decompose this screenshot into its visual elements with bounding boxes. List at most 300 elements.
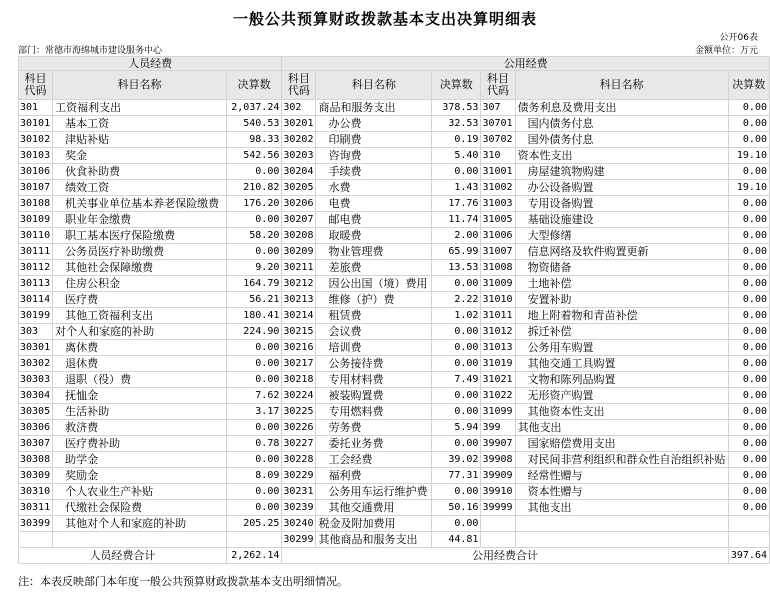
cell-amount: 164.79 xyxy=(226,276,282,292)
table-row xyxy=(19,132,770,148)
unit-label: 金额单位：万元 xyxy=(694,46,758,56)
code-header: 科目代码 xyxy=(282,71,316,100)
cell-name: 劳务费 xyxy=(316,420,432,436)
cell-name: 离休费 xyxy=(53,340,227,356)
table-row xyxy=(19,164,770,180)
cell-code: 31003 xyxy=(481,196,515,212)
table-row xyxy=(19,276,770,292)
cell-code: 30213 xyxy=(282,292,316,308)
cell-amount: 0.00 xyxy=(728,132,769,148)
cell-code: 30702 xyxy=(481,132,515,148)
cell-amount: 7.49 xyxy=(432,372,481,388)
expenditure-table xyxy=(18,56,770,564)
name-header: 科目名称 xyxy=(316,71,432,100)
cell-name: 资本性支出 xyxy=(515,148,728,164)
cell-name: 其他交通工具购置 xyxy=(515,356,728,372)
cell-amount: 0.00 xyxy=(226,164,282,180)
cell-code: 31005 xyxy=(481,212,515,228)
cell-code: 30229 xyxy=(282,468,316,484)
code-header: 科目代码 xyxy=(481,71,515,100)
table-code: 公开06表 xyxy=(719,33,758,43)
table-row xyxy=(19,356,770,372)
cell-name: 代缴社会保险费 xyxy=(53,500,227,516)
cell-amount: 0.19 xyxy=(432,132,481,148)
cell-code: 30201 xyxy=(282,116,316,132)
cell-code: 30311 xyxy=(19,500,53,516)
cell-amount: 0.00 xyxy=(432,516,481,532)
page-title: 一般公共预算财政拨款基本支出决算明细表 xyxy=(232,10,537,28)
cell-code: 30108 xyxy=(19,196,53,212)
cell-code: 30111 xyxy=(19,244,53,260)
cell-amount: 58.20 xyxy=(226,228,282,244)
cell-code: 307 xyxy=(481,100,515,116)
cell-code: 30225 xyxy=(282,404,316,420)
cell-amount: 0.00 xyxy=(728,452,769,468)
cell-amount: 1.43 xyxy=(432,180,481,196)
cell-amount: 50.16 xyxy=(432,500,481,516)
cell-name: 生活补助 xyxy=(53,404,227,420)
cell-amount: 0.00 xyxy=(728,436,769,452)
cell-code: 30231 xyxy=(282,484,316,500)
cell-code: 31019 xyxy=(481,356,515,372)
cell-name: 电费 xyxy=(316,196,432,212)
cell-amount: 32.53 xyxy=(432,116,481,132)
cell-code: 30302 xyxy=(19,356,53,372)
cell-amount: 0.00 xyxy=(728,228,769,244)
cell-code: 30306 xyxy=(19,420,53,436)
cell-code: 302 xyxy=(282,100,316,116)
cell-amount: 0.00 xyxy=(226,212,282,228)
cell-name: 无形资产购置 xyxy=(515,388,728,404)
public-total-label: 公用经费合计 xyxy=(282,548,728,564)
cell-name: 租赁费 xyxy=(316,308,432,324)
cell-name: 国家赔偿费用支出 xyxy=(515,436,728,452)
cell-name: 债务利息及费用支出 xyxy=(515,100,728,116)
cell-code: 30212 xyxy=(282,276,316,292)
cell-name: 资本性赠与 xyxy=(515,484,728,500)
cell-code: 30203 xyxy=(282,148,316,164)
cell-name: 商品和服务支出 xyxy=(316,100,432,116)
cell-name: 专用燃料费 xyxy=(316,404,432,420)
cell-amount: 0.00 xyxy=(226,484,282,500)
cell-amount: 0.00 xyxy=(728,196,769,212)
personnel-total-label: 人员经费合计 xyxy=(19,548,227,564)
cell-amount: 0.00 xyxy=(728,292,769,308)
cell-name xyxy=(515,532,728,548)
cell-amount: 0.00 xyxy=(432,388,481,404)
cell-amount: 44.81 xyxy=(432,532,481,548)
cell-name: 水费 xyxy=(316,180,432,196)
cell-code: 30399 xyxy=(19,516,53,532)
cell-name: 助学金 xyxy=(53,452,227,468)
cell-code: 31010 xyxy=(481,292,515,308)
table-row xyxy=(19,468,770,484)
cell-code: 31006 xyxy=(481,228,515,244)
public-total-value: 397.64 xyxy=(728,548,769,564)
cell-amount: 0.00 xyxy=(226,244,282,260)
name-header: 科目名称 xyxy=(53,71,227,100)
cell-code: 30240 xyxy=(282,516,316,532)
table-row xyxy=(19,308,770,324)
cell-name: 培训费 xyxy=(316,340,432,356)
cell-code: 30110 xyxy=(19,228,53,244)
cell-amount: 2.22 xyxy=(432,292,481,308)
cell-name: 其他支出 xyxy=(515,500,728,516)
cell-code: 31022 xyxy=(481,388,515,404)
cell-amount: 3.17 xyxy=(226,404,282,420)
cell-code: 39910 xyxy=(481,484,515,500)
cell-name: 机关事业单位基本养老保险缴费 xyxy=(53,196,227,212)
cell-name: 医疗费 xyxy=(53,292,227,308)
table-row xyxy=(19,212,770,228)
cell-amount: 0.00 xyxy=(226,500,282,516)
cell-code: 30217 xyxy=(282,356,316,372)
cell-amount: 0.78 xyxy=(226,436,282,452)
cell-code: 30215 xyxy=(282,324,316,340)
table-row xyxy=(19,148,770,164)
cell-code: 39908 xyxy=(481,452,515,468)
cell-code: 30307 xyxy=(19,436,53,452)
cell-amount: 0.00 xyxy=(728,468,769,484)
cell-amount: 7.62 xyxy=(226,388,282,404)
cell-name: 住房公积金 xyxy=(53,276,227,292)
cell-amount: 176.20 xyxy=(226,196,282,212)
table-row xyxy=(19,100,770,116)
cell-code: 31002 xyxy=(481,180,515,196)
cell-amount: 98.33 xyxy=(226,132,282,148)
cell-code: 30224 xyxy=(282,388,316,404)
cell-amount: 8.09 xyxy=(226,468,282,484)
cell-name: 奖励金 xyxy=(53,468,227,484)
cell-name: 办公费 xyxy=(316,116,432,132)
cell-amount: 0.00 xyxy=(226,420,282,436)
cell-amount: 19.10 xyxy=(728,148,769,164)
cell-name: 其他支出 xyxy=(515,420,728,436)
cell-code: 30101 xyxy=(19,116,53,132)
cell-name: 救济费 xyxy=(53,420,227,436)
cell-name: 国内债务付息 xyxy=(515,116,728,132)
table-row xyxy=(19,340,770,356)
cell-name: 基础设施建设 xyxy=(515,212,728,228)
cell-amount: 13.53 xyxy=(432,260,481,276)
cell-code: 30305 xyxy=(19,404,53,420)
cell-code: 30107 xyxy=(19,180,53,196)
cell-amount: 0.00 xyxy=(728,404,769,420)
cell-name: 基本工资 xyxy=(53,116,227,132)
cell-code: 31012 xyxy=(481,324,515,340)
cell-amount: 0.00 xyxy=(728,372,769,388)
cell-code: 30199 xyxy=(19,308,53,324)
cell-name: 退休费 xyxy=(53,356,227,372)
amount-header: 决算数 xyxy=(226,71,282,100)
cell-code: 31099 xyxy=(481,404,515,420)
table-row xyxy=(19,436,770,452)
public-header: 公用经费 xyxy=(282,57,770,71)
cell-amount: 0.00 xyxy=(226,372,282,388)
cell-name: 税金及附加费用 xyxy=(316,516,432,532)
cell-name: 地上附着物和青苗补偿 xyxy=(515,308,728,324)
cell-amount xyxy=(728,516,769,532)
cell-name: 被装购置费 xyxy=(316,388,432,404)
cell-code: 30214 xyxy=(282,308,316,324)
table-row xyxy=(19,420,770,436)
cell-name: 物资储备 xyxy=(515,260,728,276)
cell-name: 职工基本医疗保险缴费 xyxy=(53,228,227,244)
cell-code: 30309 xyxy=(19,468,53,484)
cell-amount: 0.00 xyxy=(728,324,769,340)
cell-code: 399 xyxy=(481,420,515,436)
cell-code: 30209 xyxy=(282,244,316,260)
cell-code: 30204 xyxy=(282,164,316,180)
cell-name xyxy=(515,516,728,532)
cell-name: 其他商品和服务支出 xyxy=(316,532,432,548)
cell-amount: 0.00 xyxy=(728,484,769,500)
cell-name: 对个人和家庭的补助 xyxy=(53,324,227,340)
cell-code: 39909 xyxy=(481,468,515,484)
cell-name: 退职（役）费 xyxy=(53,372,227,388)
cell-code: 30207 xyxy=(282,212,316,228)
personnel-total-value: 2,262.14 xyxy=(226,548,282,564)
cell-code: 31009 xyxy=(481,276,515,292)
cell-code: 30218 xyxy=(282,372,316,388)
cell-code: 30102 xyxy=(19,132,53,148)
cell-name: 会议费 xyxy=(316,324,432,340)
cell-code: 30228 xyxy=(282,452,316,468)
cell-amount: 0.00 xyxy=(432,340,481,356)
cell-name: 福利费 xyxy=(316,468,432,484)
table-row xyxy=(19,500,770,516)
cell-code xyxy=(481,516,515,532)
amount-header: 决算数 xyxy=(728,71,769,100)
cell-amount: 9.20 xyxy=(226,260,282,276)
table-row xyxy=(19,452,770,468)
cell-name: 抚恤金 xyxy=(53,388,227,404)
cell-code: 30304 xyxy=(19,388,53,404)
table-row xyxy=(19,116,770,132)
cell-name: 专用设备购置 xyxy=(515,196,728,212)
cell-code: 30208 xyxy=(282,228,316,244)
cell-amount: 0.00 xyxy=(728,356,769,372)
name-header: 科目名称 xyxy=(515,71,728,100)
cell-amount: 17.76 xyxy=(432,196,481,212)
cell-name: 印刷费 xyxy=(316,132,432,148)
cell-amount: 19.10 xyxy=(728,180,769,196)
cell-name: 津贴补贴 xyxy=(53,132,227,148)
cell-name: 办公设备购置 xyxy=(515,180,728,196)
cell-code: 30113 xyxy=(19,276,53,292)
cell-name: 其他工资福利支出 xyxy=(53,308,227,324)
cell-amount: 0.00 xyxy=(432,404,481,420)
cell-name: 因公出国（境）费用 xyxy=(316,276,432,292)
cell-amount: 0.00 xyxy=(728,420,769,436)
department-label: 部门：常德市海绵城市建设服务中心 xyxy=(18,46,163,56)
cell-amount: 0.00 xyxy=(728,100,769,116)
cell-amount: 0.00 xyxy=(728,244,769,260)
cell-amount: 0.00 xyxy=(226,452,282,468)
table-row xyxy=(19,228,770,244)
cell-name: 信息网络及软件购置更新 xyxy=(515,244,728,260)
cell-code: 30301 xyxy=(19,340,53,356)
cell-name: 物业管理费 xyxy=(316,244,432,260)
cell-amount: 5.94 xyxy=(432,420,481,436)
cell-amount: 180.41 xyxy=(226,308,282,324)
cell-code: 30299 xyxy=(282,532,316,548)
cell-amount: 542.56 xyxy=(226,148,282,164)
cell-code xyxy=(19,532,53,548)
cell-code: 30205 xyxy=(282,180,316,196)
cell-code: 30114 xyxy=(19,292,53,308)
cell-amount: 210.82 xyxy=(226,180,282,196)
cell-code: 31011 xyxy=(481,308,515,324)
table-row xyxy=(19,180,770,196)
table-row xyxy=(19,404,770,420)
cell-name: 房屋建筑物购建 xyxy=(515,164,728,180)
cell-code: 31021 xyxy=(481,372,515,388)
cell-amount xyxy=(728,532,769,548)
cell-code: 30310 xyxy=(19,484,53,500)
cell-name: 其他资本性支出 xyxy=(515,404,728,420)
cell-name: 工资福利支出 xyxy=(53,100,227,116)
cell-name: 手续费 xyxy=(316,164,432,180)
table-row xyxy=(19,484,770,500)
cell-name: 奖金 xyxy=(53,148,227,164)
cell-name: 个人农业生产补贴 xyxy=(53,484,227,500)
cell-code xyxy=(481,532,515,548)
cell-name: 委托业务费 xyxy=(316,436,432,452)
cell-name: 绩效工资 xyxy=(53,180,227,196)
cell-amount: 0.00 xyxy=(728,260,769,276)
code-header: 科目代码 xyxy=(19,71,53,100)
cell-amount: 0.00 xyxy=(728,212,769,228)
cell-code: 30112 xyxy=(19,260,53,276)
table-row xyxy=(19,388,770,404)
table-row xyxy=(19,196,770,212)
cell-amount: 378.53 xyxy=(432,100,481,116)
cell-name: 公务用车运行维护费 xyxy=(316,484,432,500)
cell-name: 维修（护）费 xyxy=(316,292,432,308)
cell-name: 其他社会保障缴费 xyxy=(53,260,227,276)
cell-amount: 0.00 xyxy=(728,116,769,132)
cell-amount: 77.31 xyxy=(432,468,481,484)
cell-name: 对民间非营利组织和群众性自治组织补贴 xyxy=(515,452,728,468)
cell-amount: 39.02 xyxy=(432,452,481,468)
cell-amount: 0.00 xyxy=(432,484,481,500)
cell-name: 其他交通费用 xyxy=(316,500,432,516)
footnote: 注：本表反映部门本年度一般公共预算财政拨款基本支出明细情况。 xyxy=(18,575,348,588)
amount-header: 决算数 xyxy=(432,71,481,100)
cell-code: 30109 xyxy=(19,212,53,228)
cell-code: 30202 xyxy=(282,132,316,148)
cell-amount: 0.00 xyxy=(432,164,481,180)
personnel-header: 人员经费 xyxy=(19,57,282,71)
cell-amount: 540.53 xyxy=(226,116,282,132)
cell-code: 30303 xyxy=(19,372,53,388)
cell-amount: 224.90 xyxy=(226,324,282,340)
table-row xyxy=(19,260,770,276)
cell-amount: 0.00 xyxy=(432,356,481,372)
cell-amount: 0.00 xyxy=(728,500,769,516)
cell-amount: 11.74 xyxy=(432,212,481,228)
cell-amount: 205.25 xyxy=(226,516,282,532)
cell-name: 安置补助 xyxy=(515,292,728,308)
cell-code: 30227 xyxy=(282,436,316,452)
cell-amount: 0.00 xyxy=(728,308,769,324)
cell-code: 31007 xyxy=(481,244,515,260)
cell-name: 拆迁补偿 xyxy=(515,324,728,340)
cell-code: 31008 xyxy=(481,260,515,276)
cell-name: 公务接待费 xyxy=(316,356,432,372)
table-row xyxy=(19,516,770,532)
table-row xyxy=(19,292,770,308)
cell-name: 差旅费 xyxy=(316,260,432,276)
cell-code: 30206 xyxy=(282,196,316,212)
cell-code: 31001 xyxy=(481,164,515,180)
cell-code: 30308 xyxy=(19,452,53,468)
cell-name: 专用材料费 xyxy=(316,372,432,388)
cell-name: 公务员医疗补助缴费 xyxy=(53,244,227,260)
cell-amount: 1.02 xyxy=(432,308,481,324)
cell-name: 工会经费 xyxy=(316,452,432,468)
cell-amount xyxy=(226,532,282,548)
cell-name: 文物和陈列品购置 xyxy=(515,372,728,388)
cell-code: 301 xyxy=(19,100,53,116)
cell-name: 经常性赠与 xyxy=(515,468,728,484)
cell-name: 土地补偿 xyxy=(515,276,728,292)
cell-code: 30226 xyxy=(282,420,316,436)
cell-name: 国外债务付息 xyxy=(515,132,728,148)
cell-amount: 65.99 xyxy=(432,244,481,260)
cell-name: 大型修缮 xyxy=(515,228,728,244)
cell-name: 邮电费 xyxy=(316,212,432,228)
table-row xyxy=(19,324,770,340)
cell-code: 30211 xyxy=(282,260,316,276)
cell-amount: 2,037.24 xyxy=(226,100,282,116)
cell-code: 30106 xyxy=(19,164,53,180)
cell-amount: 0.00 xyxy=(728,340,769,356)
cell-code: 30103 xyxy=(19,148,53,164)
cell-name: 其他对个人和家庭的补助 xyxy=(53,516,227,532)
cell-amount: 0.00 xyxy=(432,324,481,340)
cell-amount: 0.00 xyxy=(226,356,282,372)
cell-name: 医疗费补助 xyxy=(53,436,227,452)
table-row xyxy=(19,244,770,260)
cell-name: 职业年金缴费 xyxy=(53,212,227,228)
cell-amount: 0.00 xyxy=(728,388,769,404)
cell-name: 公务用车购置 xyxy=(515,340,728,356)
cell-code: 30701 xyxy=(481,116,515,132)
cell-name xyxy=(53,532,227,548)
table-row xyxy=(19,532,770,548)
cell-code: 30216 xyxy=(282,340,316,356)
cell-code: 39907 xyxy=(481,436,515,452)
cell-code: 310 xyxy=(481,148,515,164)
table-row xyxy=(19,372,770,388)
cell-code: 39999 xyxy=(481,500,515,516)
cell-code: 303 xyxy=(19,324,53,340)
cell-name: 取暖费 xyxy=(316,228,432,244)
cell-amount: 0.00 xyxy=(728,164,769,180)
cell-amount: 5.40 xyxy=(432,148,481,164)
cell-amount: 0.00 xyxy=(432,276,481,292)
cell-amount: 0.00 xyxy=(432,436,481,452)
cell-name: 伙食补助费 xyxy=(53,164,227,180)
cell-code: 31013 xyxy=(481,340,515,356)
cell-code: 30239 xyxy=(282,500,316,516)
cell-amount: 0.00 xyxy=(226,340,282,356)
cell-amount: 2.00 xyxy=(432,228,481,244)
cell-name: 咨询费 xyxy=(316,148,432,164)
cell-amount: 56.21 xyxy=(226,292,282,308)
